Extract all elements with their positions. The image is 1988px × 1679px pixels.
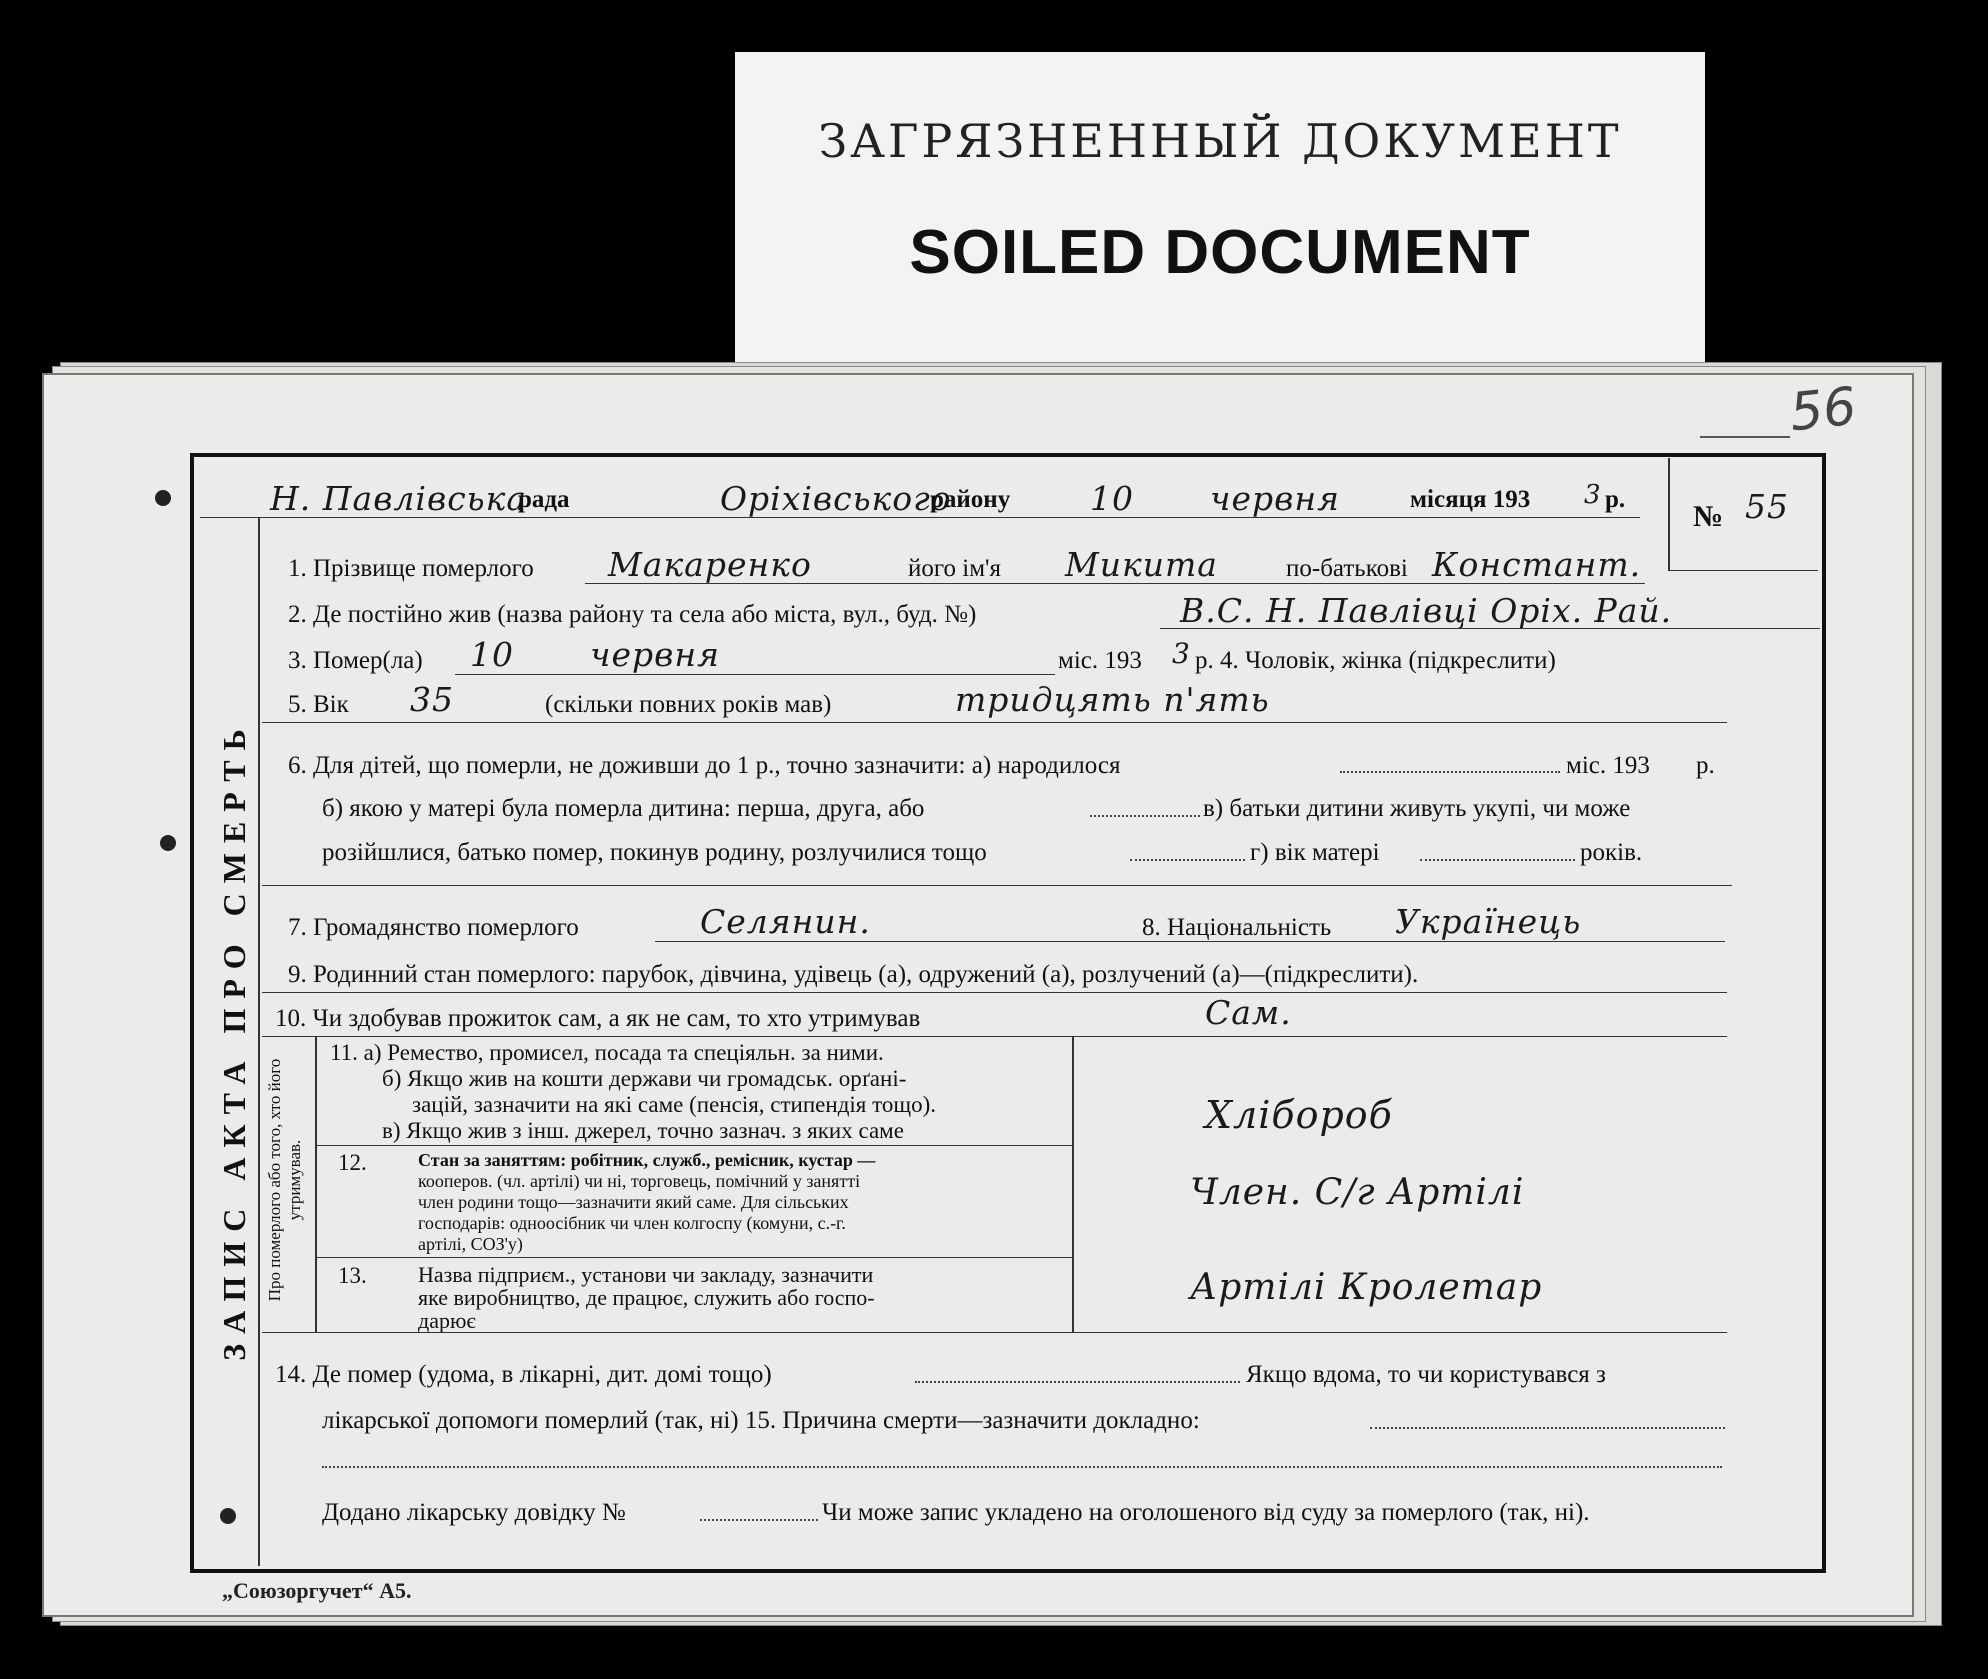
row12-l5: артілі, СОЗ'у) xyxy=(418,1234,523,1254)
row6-born-dots xyxy=(1340,771,1560,773)
row13-num: 13. xyxy=(338,1263,367,1288)
row7-text-a: 7. Громадянство померлого xyxy=(288,914,579,941)
row11-c: в) Якщо жив з інш. джерел, точно зазнач. з яких саме xyxy=(382,1118,904,1143)
hw-death-day: 10 xyxy=(470,635,514,674)
row1-line xyxy=(585,583,1645,584)
row1-text-b: його ім'я xyxy=(908,555,1002,582)
row6-line1: 6. Для дітей, що померли, не доживши до 1 р., точно зазначити: а) народилося xyxy=(288,752,1121,779)
row14-line2: лікарської допомоги померлий (так, ні) 15. Причина смерти—зазначити докладно: xyxy=(322,1407,1200,1434)
row13-line xyxy=(262,1332,1727,1333)
row3-text-c: р. 4. Чоловік, жінка (підкреслити) xyxy=(1195,647,1556,674)
hw-profession: Хлібороб xyxy=(1205,1093,1393,1137)
row11-line xyxy=(316,1145,1072,1146)
hw-age: 35 xyxy=(410,680,454,719)
hw-workplace: Артілі Кролетар xyxy=(1190,1267,1543,1308)
row6-line1-r: р. xyxy=(1696,752,1715,779)
row15-cause-dots xyxy=(1370,1427,1725,1429)
row6-line2a: б) якою у матері була померла дитина: перша, друга, або xyxy=(322,795,925,822)
row2-text: 2. Де постійно жив (назва району та села або міста, вул., буд. №) xyxy=(288,601,977,628)
hw-day: 10 xyxy=(1090,479,1134,518)
row13-l2: яке виробництво, де працює, служить або госпо- xyxy=(418,1285,875,1310)
hw-village: Н. Павлівська xyxy=(270,479,528,518)
row10-text: 10. Чи здобував прожиток сам, а як не сам, то хто утримував xyxy=(275,1005,921,1032)
row16-cert-dots xyxy=(700,1519,818,1521)
row12-l1: Стан за заняттям: робітник, служб., ремісник, кустар — xyxy=(418,1150,876,1170)
row12-line xyxy=(316,1257,1072,1258)
side-title: ЗАПИС АКТА ПРО СМЕРТЬ xyxy=(216,719,252,1361)
row6-line3c: років. xyxy=(1580,839,1643,866)
row12-l2: кооперов. (чл. артілі) чи ні, торговець, помічний у занятті xyxy=(418,1171,861,1191)
label-english: SOILED DOCUMENT xyxy=(909,218,1531,287)
row5-text-b: (скільки повних років мав) xyxy=(545,691,832,718)
hw-death-month: червня xyxy=(590,635,720,674)
row3-text-b: міс. 193 xyxy=(1058,647,1142,674)
number-label: № xyxy=(1693,500,1724,533)
rada-label: рада xyxy=(518,486,570,513)
row13-l1: Назва підприєм., установи чи закладу, зазначити xyxy=(418,1262,874,1287)
month-label: місяця 193 xyxy=(1410,486,1531,513)
hw-nationality: Українець xyxy=(1395,902,1582,941)
row9-line xyxy=(262,992,1727,993)
hw-record-number: 55 xyxy=(1745,487,1789,526)
row9-text: 9. Родинний стан померлого: парубок, дівчина, удівець (а), одружений (а), розлучений (а)—(підкреслити). xyxy=(288,961,1419,988)
label-russian: ЗАГРЯЗНЕННЫЙ ДОКУМЕНТ xyxy=(818,114,1622,168)
hw-patronymic: Констант. xyxy=(1432,545,1642,584)
row3-text-a: 3. Помер(ла) xyxy=(288,647,423,674)
row2-line xyxy=(1160,628,1820,629)
hw-surname: Макаренко xyxy=(608,545,812,584)
row6-mother-age-dots xyxy=(1420,859,1575,861)
soiled-document-label xyxy=(735,52,1705,372)
row10-line xyxy=(262,1036,1727,1037)
row14-line1b: Якщо вдома, то чи користувався з xyxy=(1246,1361,1606,1388)
hw-district: Оріхівського xyxy=(720,479,952,518)
hw-age-words: тридцять п'ять xyxy=(955,680,1270,719)
row1-text-c: по-батькові xyxy=(1286,555,1408,582)
row11-b2: зацій, зазначити на які саме (пенсія, стипендія тощо). xyxy=(412,1092,936,1117)
row13-l3: дарює xyxy=(418,1308,476,1333)
row12-num: 12. xyxy=(338,1150,367,1175)
row7-line xyxy=(655,941,1725,942)
row6-bottom-line xyxy=(262,885,1732,886)
row12-l3: член родини тощо—зазначити який саме. Для сільських xyxy=(418,1192,849,1212)
hw-occupation-status: Член. С/г Артілі xyxy=(1190,1172,1525,1213)
district-label: району xyxy=(930,486,1011,513)
header-underline xyxy=(200,517,1640,518)
row6-order-dots xyxy=(1090,815,1200,817)
page-number-underline xyxy=(1700,436,1790,438)
row8-text: 8. Національність xyxy=(1142,914,1332,941)
row1-text-a: 1. Прізвище померлого xyxy=(288,555,534,582)
hw-first-name: Микита xyxy=(1065,545,1218,584)
row11-a: 11. а) Ремество, промисел, посада та спеціяльн. за ними. xyxy=(330,1040,884,1065)
row6-line3b: г) вік матері xyxy=(1250,839,1380,866)
row16-b: Чи може запис укладено на оголошеного від суду за померлого (так, ні). xyxy=(822,1499,1590,1526)
row11-b1: б) Якщо жив на кошти держави чи громадськ. орґані- xyxy=(382,1066,907,1091)
row3-line xyxy=(455,674,1055,675)
side-column-divider xyxy=(258,518,260,1566)
hw-citizenship: Селянин. xyxy=(700,902,871,941)
occupation-block-right xyxy=(1072,1037,1074,1332)
row6-parents-dots xyxy=(1130,859,1245,861)
binding-hole-top xyxy=(155,490,171,506)
row5-line xyxy=(262,722,1727,723)
hw-death-year: 3 xyxy=(1172,637,1191,670)
row14-line1a: 14. Де помер (удома, в лікарні, дит. домі тощо) xyxy=(275,1361,772,1388)
row16-a: Додано лікарську довідку № xyxy=(322,1499,626,1526)
row12-l4: господарів: одноосібник чи член колгоспу (комуни, с.-г. xyxy=(418,1213,846,1233)
hw-month: червня xyxy=(1210,479,1340,518)
row5-text-a: 5. Вік xyxy=(288,691,349,718)
hw-self-supported: Сам. xyxy=(1205,993,1292,1032)
row6-line1-end: міс. 193 xyxy=(1566,752,1650,779)
row15-cause-dots-2 xyxy=(322,1466,1722,1468)
number-box-left xyxy=(1668,458,1670,570)
row6-line3a: розійшлися, батько помер, покинув родину, розлучилися тощо xyxy=(322,839,987,866)
hw-residence: В.С. Н. Павлівці Оріх. Рай. xyxy=(1180,591,1673,630)
page-number: 56 xyxy=(1787,376,1860,444)
year-suffix: р. xyxy=(1605,486,1626,513)
row14-place-dots xyxy=(915,1381,1240,1383)
binding-hole-middle xyxy=(160,835,176,851)
row6-line2b: в) батьки дитини живуть укупі, чи може xyxy=(1203,795,1631,822)
number-box-bottom xyxy=(1668,570,1818,571)
occupation-subcol-divider xyxy=(315,1037,317,1332)
occupation-side-subtitle: Про померлого або того, хто його утримував. xyxy=(265,1058,304,1302)
hw-year: 3 xyxy=(1584,480,1602,510)
printer-imprint: „Союзоргучет“ А5. xyxy=(222,1578,412,1603)
